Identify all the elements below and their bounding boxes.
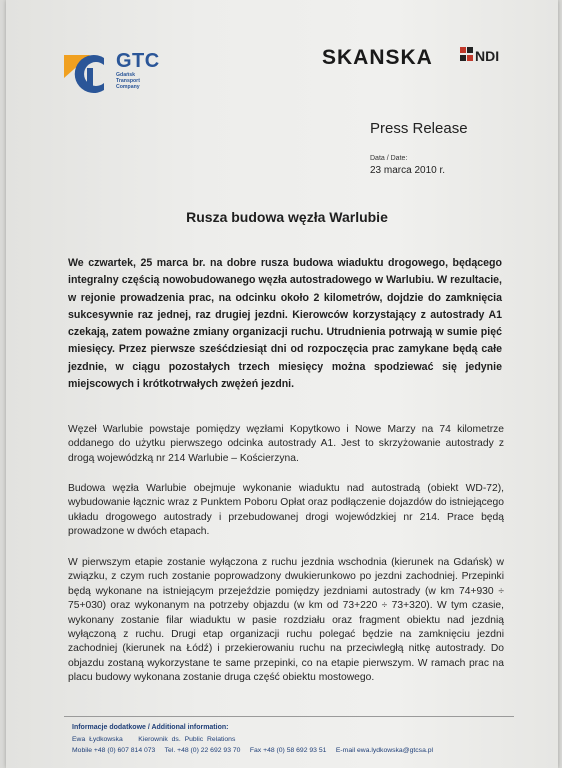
date-label: Data / Date: <box>370 155 408 162</box>
article-paragraph-2: Budowa węzła Warlubie obejmuje wykonanie wiaduktu nad autostradą (obiekt WD-72), wybudowanie łącznic wraz z Punktem Poboru Opłat oraz podłączenie dojazdów do istniejącego układu drogowego autostrady i przebudowanej drogi wojewódzkiej nr 214. Prace będą prowadzone w dwóch etapach. <box>68 483 504 538</box>
ndi-logo <box>460 46 504 64</box>
contact-role: Kierownik ds. Public Relations <box>138 736 236 743</box>
contact-mobile: Mobile +48 (0) 607 814 073 <box>72 747 156 754</box>
date-value: 23 marca 2010 r. <box>370 165 446 176</box>
contact-name: Ewa Łydkowska <box>72 736 123 743</box>
ndi-logo-text: NDI <box>475 48 500 64</box>
gtc-logo-text: GTC <box>116 50 160 72</box>
article-lead: We czwartek, 25 marca br. na dobre rusza budowa wiaduktu drogowego, będącego integralny częścią nowobudowanego węzła autostradowego w Warlubiu. W rezultacie, w rejonie prowadzenia prac, na odcinku około 2 kilometrów, dojdzie do zamknięcia sukcesywnie raz jednej, raz drugiej jezdni. Kierowców korzystający z autostrady A1 czekają, zatem poważne zmiany organizacji ruchu. Utrudnienia potrwają w sumie pięć miesięcy. Przez pierwsze sześćdziesiąt dni od rozpoczęcia prac zamykane będą całe jezdnie, w ciągu pozostałych trzech miesięcy można spodziewać się jedynie miejscowych i krótkotrwałych zwężeń jezdni. <box>68 257 502 391</box>
footer-contact <box>72 736 235 743</box>
footer-heading: Informacje dodatkowe / Additional information: <box>72 724 229 731</box>
document-page <box>6 0 558 768</box>
article-paragraph-3: W pierwszym etapie zostanie wyłączona z ruchu jezdnia wschodnia (kierunek na Gdańsk) w związku, z czym ruch zostanie poprowadzony dwukierunkowo po jezdni zachodniej. Przepinki będą wykonane na istniejącym przejeździe pomiędzy jezdniami autostrady (w km 74+930 ÷ 75+030) oraz wykonanym na potrzeby objazdu (w km od 73+220 ÷ 73+320). W tym czasie, wykonany zostanie filar wiaduktu w pasie rozdziału oraz fragment obiektu nad jezdnią wyłączoną z ruchu. Drugi etap organizacji ruchu polegać będzie na zamknięciu jezdni zachodniej (kierunek na Łódź) i przekierowaniu ruchu na przeciwległą nitkę autostrady. Do objazdu zostaną wykorzystane te same przepinki, co na etapie pierwszym. W ramach prac na placu budowy wykonana zostanie druga część obiektu mostowego. <box>68 557 504 684</box>
contact-tel: Tel. +48 (0) 22 692 93 70 <box>164 747 241 754</box>
gtc-logo-icon <box>64 52 110 96</box>
skanska-logo: SKANSKA <box>322 46 433 69</box>
contact-fax: Fax +48 (0) 58 692 93 51 <box>249 747 327 754</box>
press-release-title: Press Release <box>370 120 468 137</box>
contact-email[interactable]: E-mail ewa.lydkowska@gtcsa.pl <box>335 747 434 754</box>
footer-divider <box>64 716 514 717</box>
footer-phone-line <box>72 747 433 754</box>
article-headline: Rusza budowa węzła Warlubie <box>186 209 388 225</box>
gtc-logo-subtitle: Gdańsk Transport Company <box>116 72 140 90</box>
article-paragraph-1: Węzeł Warlubie powstaje pomiędzy węzłami Kopytkowo i Nowe Marzy na 74 kilometrze oddanego do użytku pierwszego odcinka autostrady A1. Jest to skrzyżowanie autostrady z drogą wojewódzką nr 214 Warlubie – Kościerzyna. <box>68 424 504 464</box>
